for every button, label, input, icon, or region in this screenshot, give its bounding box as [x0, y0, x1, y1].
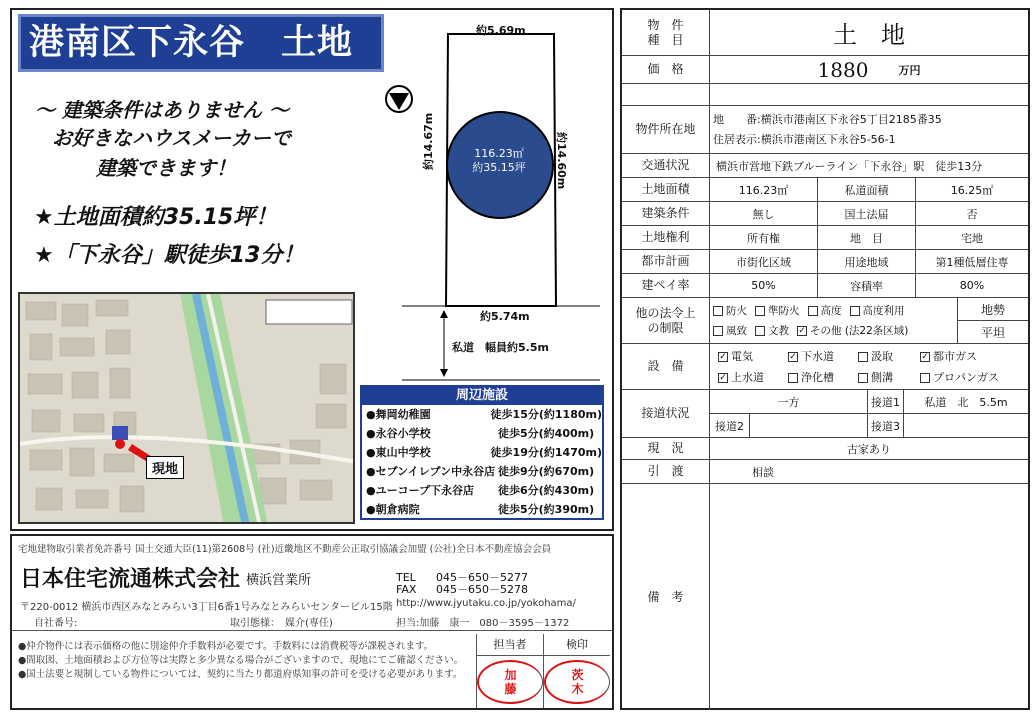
row-access: 接道状況 一方 接道1 私道 北 5.5m 接道2 接道3: [622, 390, 1028, 438]
stamp-head-approval: 検印: [566, 638, 588, 651]
fax-number: 045－650－5278: [436, 583, 528, 596]
use-zone-value: 第1種低層住専: [935, 255, 1009, 269]
remarks-value: [710, 484, 1028, 710]
contact-person: 担当:加藤 康一 080－3595－1372: [396, 618, 570, 629]
tel-number: 045－650－5277: [436, 571, 528, 584]
handover-value: 相談: [752, 465, 774, 479]
selling-point-area: ★土地面積約35.15坪！: [34, 205, 278, 230]
plot-area: [462, 147, 536, 175]
facility-checkbox[interactable]: 側溝: [858, 369, 920, 385]
license-line: 宅地建物取引業者免許番号 国土交通大臣(11)第2608号 (社)近畿地区不動産公正取引協議会加盟 (公社)全日本不動産協会会員: [18, 544, 552, 555]
company-address: 〒220-0012 横浜市西区みなとみらい3丁目6番1号みなとみらいセンタービル15階: [20, 602, 393, 613]
plot-left-depth: 約14.67m: [422, 112, 435, 170]
law-checkbox[interactable]: 高度利用: [850, 303, 905, 318]
terrain-value: 平坦: [980, 325, 1005, 340]
tel-label: TEL: [396, 571, 416, 584]
facility-checkbox[interactable]: プロパンガス: [920, 369, 999, 385]
facility-checkbox[interactable]: 浄化槽: [788, 369, 858, 385]
plot-right-depth: 約14.60m: [555, 132, 568, 190]
approval-seal: 茨 木: [544, 660, 610, 704]
law-checkbox[interactable]: 準防火: [755, 303, 800, 318]
company-url[interactable]: http://www.jyutaku.co.jp/yokohama/: [396, 598, 576, 609]
land-category-value: 宅地: [961, 231, 983, 245]
city-plan-value: 市街化区域: [710, 250, 818, 273]
law-checkbox-checked[interactable]: ✓ その他 (法22条区域): [798, 325, 909, 338]
transport-value: 横浜市営地下鉄ブルーライン「下永谷」駅 徒歩13分: [716, 159, 983, 173]
row-coverage: 建ペイ率 50% 容積率 80%: [622, 274, 1028, 298]
page-title: 港南区下永谷 土地: [18, 14, 384, 72]
facility-row: ●朝倉病院 徒歩5分(約390m): [366, 503, 595, 516]
note-commission: ●仲介物件には表示価格の他に別途仲介手数料が必要です。手数料には消費税等が課税されます。: [18, 641, 434, 652]
row-status: 現 況 古家あり: [622, 438, 1028, 460]
row-facilities: 設 備 ✓ 電気 ✓ 下水道 汲取 ✓ 都市ガス ✓ 上水道 浄化槽 側溝 プロパンガス: [622, 344, 1028, 390]
lot-number: 地 番:横浜市港南区下永谷5丁目2185番35: [713, 112, 942, 126]
row-land-right: 土地権利 所有権 地 目 宅地: [622, 226, 1028, 250]
land-right-value: 所有権: [710, 226, 818, 249]
access-direction: 一方: [710, 390, 868, 413]
row-location: 物件所在地 地 番:横浜市港南区下永谷5丁目2185番35 住居表示:横浜市港南区下永谷5-56-1: [622, 106, 1028, 154]
note-accuracy: ●間取図、土地面積および方位等は実際と多少異なる場合がございますので、現地にてご確認ください。: [18, 655, 464, 666]
row-price: 価 格 1880 万円: [622, 56, 1028, 84]
facility-row: ●永谷小学校 徒歩5分(約400m): [366, 427, 595, 440]
row-remarks: 備 考: [622, 484, 1028, 710]
price-value: 1880: [817, 57, 869, 82]
row-transport: 交通状況 横浜市営地下鉄ブルーライン「下永谷」駅 徒歩13分: [622, 154, 1028, 178]
stamp-box: [476, 634, 610, 708]
self-number: 自社番号:: [34, 618, 78, 629]
catch-line-1: ～ 建築条件はありません ～: [35, 98, 289, 122]
facility-row: ●ユーコープ下永谷店 徒歩6分(約430m): [366, 484, 595, 497]
catch-line-2: お好きなハウスメーカーで: [52, 126, 291, 150]
nearby-facilities: [360, 385, 604, 520]
property-type-value: 土 地: [833, 21, 905, 49]
facility-checkbox-checked[interactable]: ✓ 電気: [719, 350, 753, 364]
row-land-area: 土地面積 116.23㎡ 私道面積 16.25㎡: [622, 178, 1028, 202]
facility-checkbox[interactable]: 汲取: [858, 348, 920, 364]
plot-bottom-width: 約5.74m: [480, 310, 530, 323]
staff-seal: 加 藤: [477, 660, 543, 704]
facility-checkbox-checked[interactable]: ✓ 都市ガス: [921, 350, 977, 364]
land-area-value: 116.23㎡: [710, 178, 818, 201]
price-unit: 万円: [898, 63, 921, 77]
catch-line-3: 建築できます！: [96, 156, 236, 180]
contact-numbers: [396, 572, 528, 596]
private-road-value: 16.25㎡: [950, 183, 994, 197]
selling-point-station: ★「下永谷」駅徒歩13分！: [34, 243, 305, 268]
facility-row: ●セブンイレブン中永谷店 徒歩9分(約670m): [366, 465, 595, 478]
map-site-marker-label: 現地: [146, 456, 184, 479]
row-spacer: [622, 84, 1028, 106]
company-name: 日本住宅流通株式会社: [20, 567, 241, 592]
row-city-plan: 都市計画 市街化区域 用途地域 第1種低層住専: [622, 250, 1028, 274]
facility-checkbox-checked[interactable]: ✓ 下水道: [789, 350, 834, 364]
deal-type: 取引態様： 媒介(専任): [230, 618, 333, 629]
row-building-cond: 建築条件 無し 国土法届 否: [622, 202, 1028, 226]
stamp-head-staff: 担当者: [477, 634, 544, 655]
fax-label: FAX: [396, 583, 417, 596]
branch-name: 横浜営業所: [246, 573, 312, 588]
law-checkbox[interactable]: 文教: [755, 323, 789, 338]
note-land-law: ●国土法要と規制している物件については、契約に当たり都道府県知事の許可を受ける必要があります。: [18, 669, 463, 680]
access1-value: 私道 北 5.5m: [924, 395, 1008, 409]
facility-row: ●東山中学校 徒歩19分(約1470m): [366, 446, 602, 459]
facility-checkbox-checked[interactable]: ✓ 上水道: [719, 370, 764, 384]
far-value: 80%: [959, 279, 985, 292]
law-checkbox[interactable]: 風致: [713, 323, 747, 338]
row-other-law: 他の法令上 の制限 防火 準防火 高度 高度利用 風致 文教 ✓ その他 (法22条区域) 地勢 平坦: [622, 298, 1028, 344]
law-checkbox[interactable]: 高度: [808, 303, 842, 318]
plot-area-tsubo: 約35.15坪: [472, 161, 526, 174]
plot-area-sqm: 116.23㎡: [474, 147, 524, 160]
row-type: 物 件 種 目 土 地: [622, 10, 1028, 56]
status-value: 古家あり: [847, 442, 891, 456]
residence-address: 住居表示:横浜市港南区下永谷5-56-1: [713, 132, 896, 146]
building-cond-value: 無し: [710, 202, 818, 225]
facilities-heading: 周辺施設: [362, 387, 602, 405]
plot-top-width: 約5.69m: [476, 24, 526, 37]
coverage-value: 50%: [710, 274, 818, 297]
property-details-table: [622, 10, 1028, 710]
area-map: [18, 292, 355, 524]
land-law-value: 否: [966, 207, 978, 221]
footer-divider: [12, 630, 612, 631]
plot-diagram: [400, 20, 610, 385]
road-width: 私道 幅員約5.5m: [452, 341, 549, 354]
facility-row: ●舞岡幼稚園 徒歩15分(約1180m): [366, 408, 602, 421]
row-handover: 引 渡 相談: [622, 460, 1028, 484]
law-checkbox[interactable]: 防火: [713, 303, 747, 318]
